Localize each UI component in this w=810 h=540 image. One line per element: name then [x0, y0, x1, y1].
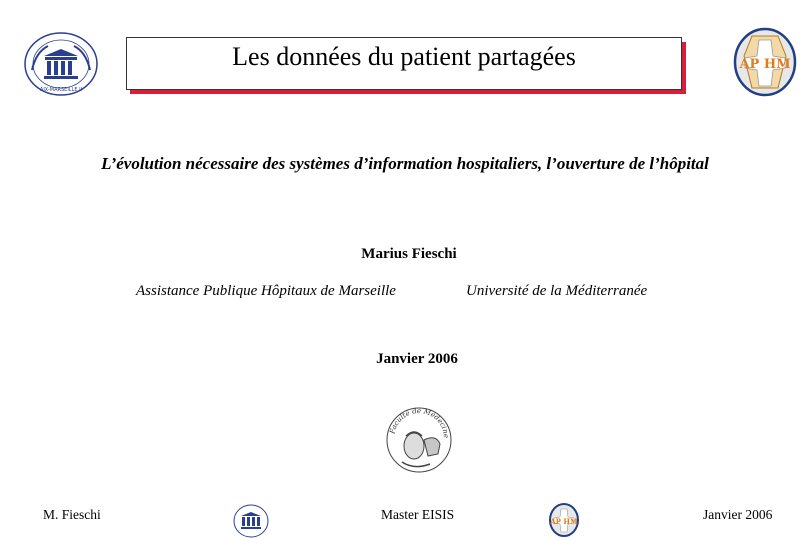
- footer-course: Master EISIS: [381, 507, 455, 522]
- university-logo: [22, 30, 100, 98]
- university-logo-small: [232, 503, 270, 540]
- affiliation-aphm: Assistance Publique Hôpitaux de Marseille: [136, 283, 396, 299]
- affiliation-university: Université de la Méditerranée: [466, 283, 648, 299]
- svg-text:AIX-MARSEILLE II: AIX-MARSEILLE II: [39, 87, 83, 93]
- faculty-logo: [384, 404, 454, 476]
- title-box: [126, 37, 682, 90]
- footer-date: Janvier 2006: [703, 507, 773, 522]
- aphm-logo-small: [548, 502, 580, 538]
- slide-title: Les données du patient partagées: [232, 42, 576, 71]
- author-name: Marius Fieschi: [361, 246, 457, 262]
- presentation-date: Janvier 2006: [376, 351, 458, 367]
- slide-subtitle: L’évolution nécessaire des systèmes d’information hospitaliers, l’ouverture de l’hôpital: [101, 154, 709, 173]
- footer-author: M. Fieschi: [43, 507, 101, 522]
- svg-text:Faculté de Médecine: Faculté de Médecine: [388, 407, 451, 439]
- svg-text:AP HM: AP HM: [739, 57, 791, 72]
- aphm-logo: [732, 26, 798, 98]
- svg-text:AP HM: AP HM: [550, 517, 578, 526]
